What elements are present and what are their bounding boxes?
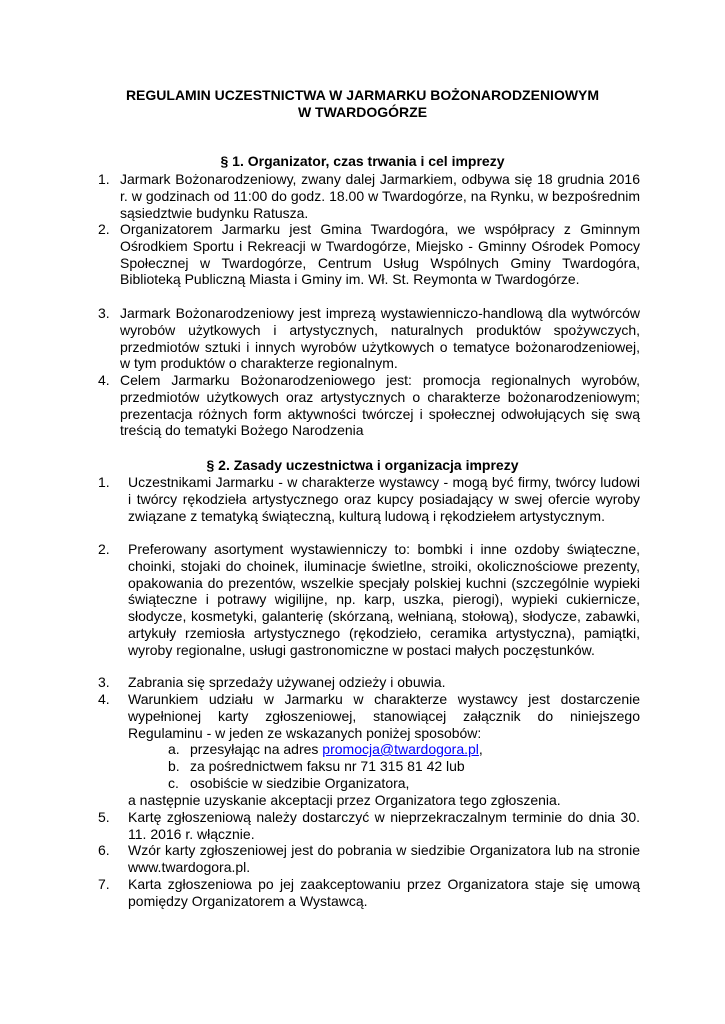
item-text: Wzór karty zgłoszeniowej jest do pobrania w siedzibie Organizatora lub na stronie www.twardogora.pl.: [128, 842, 640, 875]
section2-item-5: [98, 809, 640, 843]
item-text: Karta zgłoszeniowa po jej zaakceptowaniu przez Organizatora staje się umową pomiędzy Organizatorem a Wystawcą.: [128, 876, 640, 909]
section2-item-1: [98, 474, 640, 524]
item-number: 3.: [98, 674, 110, 690]
item-text: Uczestnikami Jarmarku - w charakterze wystawcy - mogą być firmy, twórcy ludowi i twórcy rękodzieła artystycznego oraz kupcy posiadający w swej ofercie wyroby związane z tematyką świąteczną, kulturą ludową i rękodziełem artystycznym.: [128, 474, 640, 524]
item-text: Jarmark Bożonarodzeniowy, zwany dalej Jarmarkiem, odbywa się 18 grudnia 2016 r. w godzinach od 11:00 do godz. 18.00 w Twardogórze, na Rynku, w bezpośrednim sąsiedztwie budynku Ratusza.: [120, 171, 640, 221]
item-number: 6.: [98, 842, 110, 858]
item-number: 4.: [98, 691, 110, 707]
subitem-letter: c.: [168, 775, 179, 791]
subitem-text: osobiście w siedzibie Organizatora,: [190, 775, 410, 791]
subitem-suffix: ,: [478, 741, 483, 757]
item-number: 5.: [98, 809, 110, 825]
item-number: 2.: [98, 541, 110, 557]
subitem-c: [168, 775, 648, 792]
section1-item-2: [98, 221, 640, 288]
section1-item-4: [98, 372, 640, 439]
subitem-a: [168, 741, 648, 758]
section2-item-3: [98, 674, 640, 691]
item-text: Kartę zgłoszeniową należy dostarczyć w nieprzekraczalnym terminie do dnia 30. 11. 2016 r. włącznie.: [128, 809, 640, 842]
section2-item-4: [98, 691, 640, 741]
item-text: Organizatorem Jarmarku jest Gmina Twardogóra, we współpracy z Gminnym Ośrodkiem Sportu i Rekreacji w Twardogórze, Miejsko - Gminny Ośrodek Pomocy Społecznej w Twardogórze, Centrum Usług Wspólnych Gminy Twardogóra, Biblioteką Publiczną Miasta i Gminy im. Wł. St. Reymonta w Twardogórze.: [120, 221, 640, 288]
section1-item-3: [98, 305, 640, 372]
item-number: 1.: [98, 171, 110, 187]
item4-continuation: a następnie uzyskanie akceptacji przez Organizatora tego zgłoszenia.: [128, 792, 561, 808]
item-number: 1.: [98, 474, 110, 490]
document-title-line2: W TWARDOGÓRZE: [297, 104, 428, 120]
subitem-prefix: przesyłając na adres: [190, 741, 323, 757]
subitem-b: [168, 758, 648, 775]
item-text: Zabrania się sprzedaży używanej odzieży i obuwia.: [128, 674, 446, 690]
document-title-line1: REGULAMIN UCZESTNICTWA W JARMARKU BOŻONARODZENIOWYM: [125, 87, 600, 103]
item-number: 2.: [98, 221, 110, 237]
item-number: 3.: [98, 305, 110, 321]
item-text: Warunkiem udziału w Jarmarku w charakterze wystawcy jest dostarczenie wypełnionej karty zgłoszeniowej, stanowiącej załącznik do niniejszego Regulaminu - w jeden ze wskazanych poniżej sposobów:: [128, 691, 640, 741]
item-text: Celem Jarmarku Bożonarodzeniowego jest: promocja regionalnych wyrobów, przedmiotów użytkowych oraz artystycznych o charakterze bożonarodzeniowym; prezentacja różnych form aktywności twórczej i społecznej odwołujących się swą treścią do tematyki Bożego Narodzenia: [120, 372, 640, 439]
section2-item-6: [98, 842, 640, 876]
subitem-text: za pośrednictwem faksu nr 71 315 81 42 lub: [190, 758, 465, 774]
email-link[interactable]: promocja@twardogora.pl: [322, 741, 479, 757]
item-number: 7.: [98, 876, 110, 892]
subitem-letter: a.: [168, 741, 180, 757]
item-text: Jarmark Bożonarodzeniowy jest imprezą wystawienniczo-handlową dla wytwórców wyrobów użytkowych i artystycznych, naturalnych produktów spożywczych, przedmiotów sztuki i innych wyrobów użytkowych o tematyce bożonarodzeniowej, w tym produktów o charakterze regionalnym.: [120, 305, 640, 372]
section2-heading: § 2. Zasady uczestnictwa i organizacja imprezy: [206, 457, 519, 473]
section1-item-1: [98, 171, 640, 221]
item-text: Preferowany asortyment wystawienniczy to: bombki i inne ozdoby świąteczne, choinki, stojaki do choinek, iluminacje świetlne, stroiki, okolicznościowe prezenty, opakowania do prezentów, wszelkie specjały polskiej kuchni (szczególnie wypieki świąteczne i potrawy wigilijne, np. karp, uszka, pierogi), wypieki cukiernicze, słodycze, kosmetyki, galanterię (skórzaną, wełnianą, stołową), słodycze, zabawki, artykuły rzemiosła artystycznego (rękodzieło, ceramika artystyczna), pamiątki, wyroby regionalne, usługi gastronomiczne w postaci małych poczęstunków.: [128, 541, 640, 658]
section1-heading: § 1. Organizator, czas trwania i cel imprezy: [220, 153, 505, 169]
section2-item-2: [98, 541, 640, 659]
section2-item-7: [98, 876, 640, 910]
subitem-letter: b.: [168, 758, 180, 774]
item-number: 4.: [98, 372, 110, 388]
